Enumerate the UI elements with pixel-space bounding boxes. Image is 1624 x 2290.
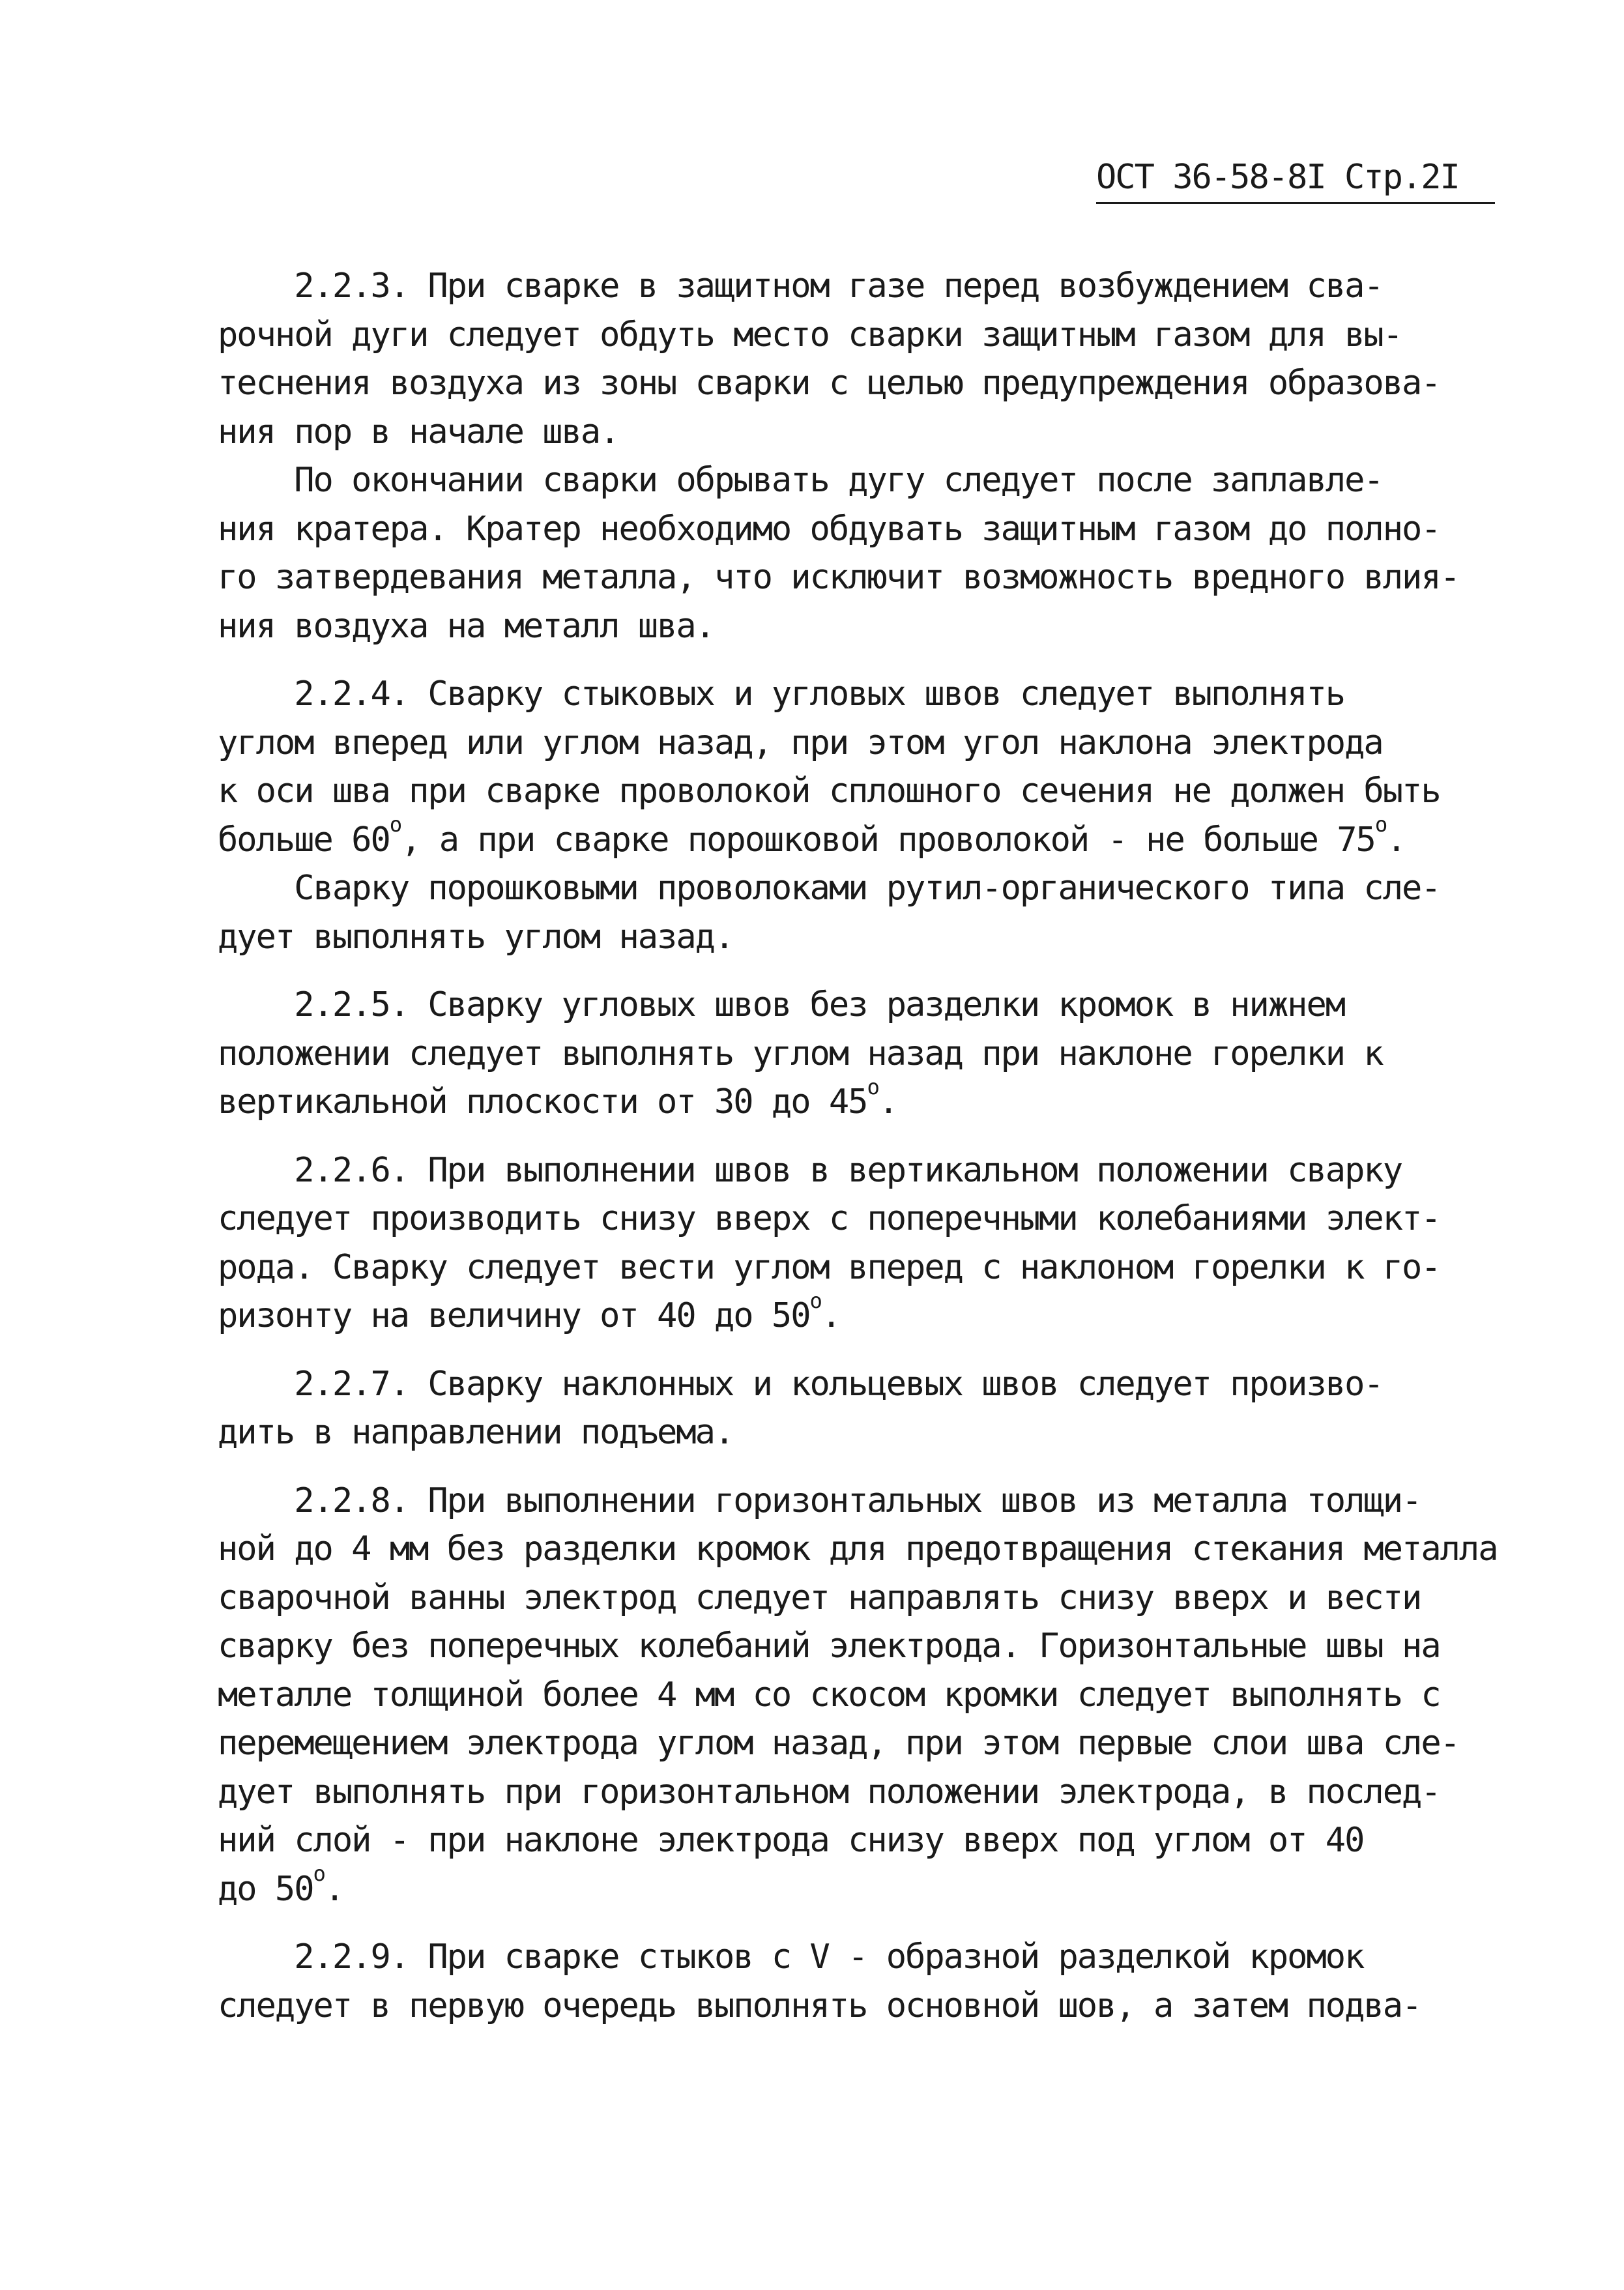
text-line	[218, 1288, 1606, 1341]
text-line: следует в первую очередь выполнять основной шов, а затем подва-	[218, 1986, 1421, 2025]
text-line: 2.2.7. Сварку наклонных и кольцевых швов следует произво-	[218, 1364, 1383, 1404]
document-body	[218, 262, 1606, 2030]
text-line	[218, 1074, 1606, 1127]
text-line: 2.2.6. При выполнении швов в вертикальном положении сварку	[218, 1150, 1402, 1190]
text-segment: .	[820, 1296, 841, 1335]
degree-superscript: о	[1374, 812, 1387, 837]
text-line: дует выполнять при горизонтальном положении электрода, в послед-	[218, 1772, 1440, 1812]
paragraph-p228	[218, 1477, 1606, 1914]
text-segment: .	[1386, 820, 1406, 860]
text-segment: больше 60	[218, 820, 390, 860]
degree-superscript: о	[867, 1074, 878, 1099]
text-line: углом вперед или углом назад, при этом угол наклона электрода	[218, 723, 1383, 762]
paragraph-p227	[218, 1360, 1606, 1457]
text-line: дует выполнять углом назад.	[218, 917, 734, 957]
paragraph-p223b	[218, 456, 1606, 650]
text-segment: ризонту на величину от 40 до 50	[218, 1296, 810, 1335]
text-line: к оси шва при сварке проволокой сплошного сечения не должен быть	[218, 772, 1440, 811]
text-segment: , а при сварке порошковой проволокой - не больше 75	[401, 820, 1375, 860]
paragraph-p225	[218, 981, 1606, 1127]
degree-superscript: о	[313, 1861, 325, 1887]
paragraph-p229	[218, 1933, 1606, 2030]
text-segment: .	[324, 1869, 344, 1909]
text-line: сварку без поперечных колебаний электрода. Горизонтальные швы на	[218, 1627, 1440, 1666]
degree-superscript: о	[809, 1288, 821, 1313]
text-line: теснения воздуха из зоны сварки с целью предупреждения образова-	[218, 364, 1440, 403]
text-line: следует производить снизу вверх с поперечными колебаниями элект-	[218, 1199, 1440, 1238]
paragraph-p224b	[218, 864, 1606, 961]
text-line: 2.2.9. При сварке стыков с V - образной разделкой кромок	[218, 1937, 1364, 1977]
paragraph-p224a	[218, 670, 1606, 864]
text-line: ния пор в начале шва.	[218, 412, 619, 452]
degree-superscript: о	[389, 812, 401, 837]
text-line: рода. Сварку следует вести углом вперед с наклоном горелки к го-	[218, 1247, 1440, 1287]
text-line: 2.2.3. При сварке в защитном газе перед возбуждением сва-	[218, 267, 1383, 306]
text-segment: до 50	[218, 1869, 313, 1909]
text-line: сварочной ванны электрод следует направлять снизу вверх и вести	[218, 1578, 1421, 1617]
text-line: го затвердевания металла, что исключит возможность вредного влия-	[218, 558, 1459, 597]
text-line: металле толщиной более 4 мм со скосом кромки следует выполнять с	[218, 1675, 1440, 1715]
text-line: рочной дуги следует обдуть место сварки защитным газом для вы-	[218, 315, 1402, 355]
text-line: ной до 4 мм без разделки кромок для предотвращения стекания металла	[218, 1529, 1498, 1569]
text-line: ний слой - при наклоне электрода снизу вверх под углом от 40	[218, 1821, 1364, 1860]
text-line: перемещением электрода углом назад, при этом первые слои шва сле-	[218, 1724, 1459, 1763]
text-line	[218, 1861, 1606, 1914]
paragraph-p223a	[218, 262, 1606, 456]
text-line	[218, 812, 1606, 865]
text-line: 2.2.8. При выполнении горизонтальных швов из металла толщи-	[218, 1481, 1421, 1520]
page-header: ОСТ 36-58-8I Стр.2I	[1096, 158, 1459, 197]
header-underline	[1096, 202, 1495, 204]
text-line: По окончании сварки обрывать дугу следует после заплавле-	[218, 461, 1383, 500]
text-line: Сварку порошковыми проволоками рутил-органического типа сле-	[218, 869, 1440, 908]
text-line: ния воздуха на металл шва.	[218, 606, 714, 646]
text-line: дить в направлении подъема.	[218, 1413, 734, 1452]
text-line: 2.2.4. Сварку стыковых и угловых швов следует выполнять	[218, 674, 1345, 714]
text-line: ния кратера. Кратер необходимо обдувать защитным газом до полно-	[218, 509, 1440, 549]
text-line: положении следует выполнять углом назад при наклоне горелки к	[218, 1034, 1383, 1073]
text-segment: .	[878, 1082, 898, 1122]
text-line: 2.2.5. Сварку угловых швов без разделки кромок в нижнем	[218, 985, 1345, 1024]
text-segment: вертикальной плоскости от 30 до 45	[218, 1082, 867, 1122]
paragraph-p226	[218, 1146, 1606, 1341]
